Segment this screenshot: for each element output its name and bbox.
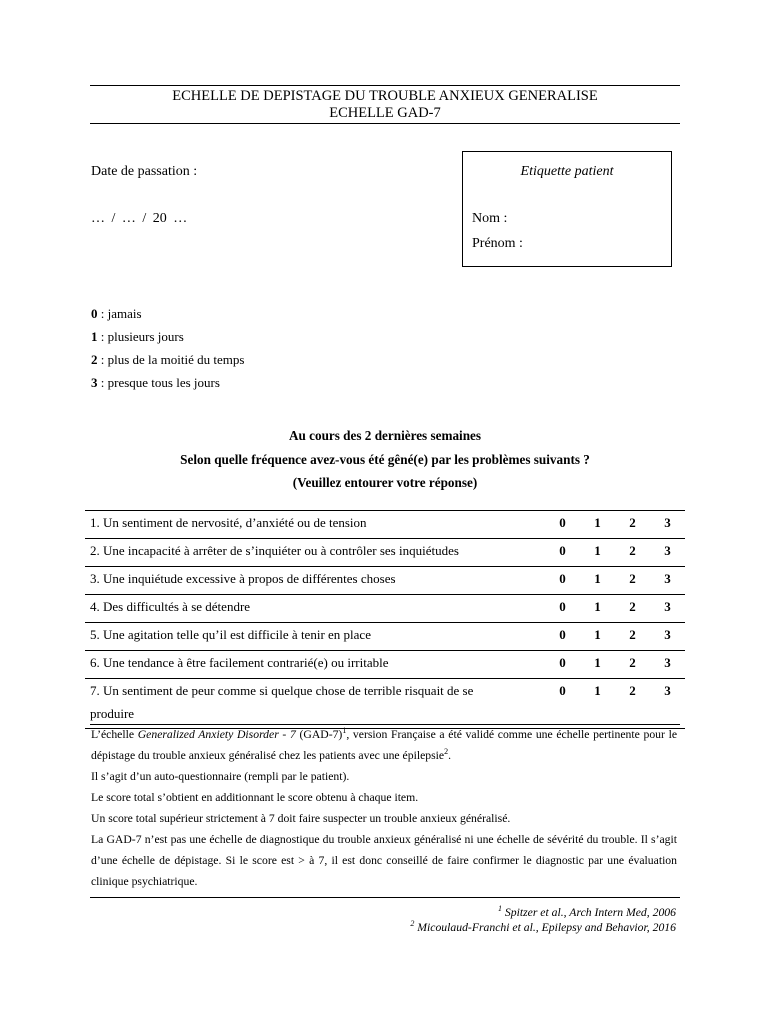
legend-code: 0 xyxy=(91,306,98,321)
score-option-3[interactable]: 3 xyxy=(650,651,685,679)
item-label xyxy=(85,623,545,651)
patient-label-title: Etiquette patient xyxy=(520,164,614,179)
reference-number: 2 xyxy=(410,919,415,929)
notes-block xyxy=(91,724,677,892)
gad7-items-table xyxy=(85,510,685,729)
score-option-2[interactable]: 2 xyxy=(615,679,650,729)
legend-item-2 xyxy=(91,352,244,368)
table-row xyxy=(85,651,685,679)
reference-1 xyxy=(498,906,676,920)
item-label xyxy=(85,595,545,623)
score-option-1[interactable]: 1 xyxy=(580,539,615,567)
score-option-0[interactable]: 0 xyxy=(545,623,580,651)
score-option-2[interactable]: 2 xyxy=(615,539,650,567)
score-option-1[interactable]: 1 xyxy=(580,511,615,539)
score-option-2[interactable]: 2 xyxy=(615,511,650,539)
reference-text: Spitzer et al., Arch Intern Med, 2006 xyxy=(502,906,676,919)
title-top-rule xyxy=(90,85,680,86)
score-option-2[interactable]: 2 xyxy=(615,651,650,679)
reference-text: Micoulaud-Franchi et al., Epilepsy and Behavior, 2016 xyxy=(414,921,676,934)
score-option-1[interactable]: 1 xyxy=(580,651,615,679)
reference-number: 1 xyxy=(498,904,502,914)
score-option-0[interactable]: 0 xyxy=(545,511,580,539)
item-label-text: 2. Une incapacité à arrêter de s’inquiéter ou à contrôler ses inquiétudes xyxy=(90,543,459,558)
patient-prenom-field[interactable]: Prénom : xyxy=(472,236,523,251)
reference-2 xyxy=(410,921,676,935)
score-option-0[interactable]: 0 xyxy=(545,567,580,595)
score-option-3[interactable]: 3 xyxy=(650,511,685,539)
legend-code: 3 xyxy=(91,375,98,390)
table-row xyxy=(85,567,685,595)
note-text: (GAD-7) xyxy=(295,728,343,741)
item-label xyxy=(85,511,545,539)
page-subtitle: ECHELLE GAD-7 xyxy=(329,105,441,121)
note-text: , version Française a été validé comme une échelle pertinente pour le dépistage du trouble anxieux généralisé chez les patients avec une épilepsie xyxy=(91,728,678,762)
legend-text: : presque tous les jours xyxy=(97,375,220,390)
table-row xyxy=(85,511,685,539)
score-option-3[interactable]: 3 xyxy=(650,623,685,651)
patient-label-box xyxy=(462,151,672,267)
scale-name: Generalized Anxiety Disorder - 7 xyxy=(137,728,296,741)
score-option-2[interactable]: 2 xyxy=(615,595,650,623)
legend-code: 1 xyxy=(91,329,98,344)
note-paragraph-5: La GAD-7 n’est pas une échelle de diagnostique du trouble anxieux généralisé ni une échelle de sévérité du trouble. Il s’agit d’une échelle de dépistage. Si le score est > à 7, il est donc conseillé de faire confirmer le diagnostic par une évaluation clinique psychiatrique. xyxy=(91,833,677,888)
legend-item-3 xyxy=(91,375,220,391)
legend-text: : jamais xyxy=(97,306,142,321)
score-option-3[interactable]: 3 xyxy=(650,595,685,623)
item-label xyxy=(85,651,545,679)
item-label xyxy=(85,679,545,729)
legend-text: : plus de la moitié du temps xyxy=(97,352,245,367)
legend-item-0 xyxy=(91,306,142,322)
page-title: ECHELLE DE DEPISTAGE DU TROUBLE ANXIEUX GENERALISE xyxy=(172,88,598,104)
score-option-1[interactable]: 1 xyxy=(580,567,615,595)
patient-nom-field[interactable]: Nom : xyxy=(472,211,508,226)
legend-text: : plusieurs jours xyxy=(97,329,184,344)
score-option-3[interactable]: 3 xyxy=(650,679,685,729)
item-label-text: 4. Des difficultés à se détendre xyxy=(90,599,251,614)
note-text: L’échelle xyxy=(91,728,138,741)
question-line-3: (Veuillez entourer votre réponse) xyxy=(292,475,478,490)
footnote-marker: 1 xyxy=(342,726,347,736)
score-option-1[interactable]: 1 xyxy=(580,623,615,651)
table-row xyxy=(85,539,685,567)
score-option-1[interactable]: 1 xyxy=(580,595,615,623)
score-option-0[interactable]: 0 xyxy=(545,595,580,623)
note-paragraph-4: Un score total supérieur strictement à 7 doit faire suspecter un trouble anxieux généralisé. xyxy=(91,812,511,825)
note-text: . xyxy=(448,749,452,762)
note-paragraph-2: Il s’agit d’un auto-questionnaire (rempli par le patient). xyxy=(91,770,350,783)
score-option-2[interactable]: 2 xyxy=(615,567,650,595)
question-line-1: Au cours des 2 dernières semaines xyxy=(288,428,482,443)
title-bottom-rule xyxy=(90,123,680,124)
score-option-0[interactable]: 0 xyxy=(545,651,580,679)
score-option-3[interactable]: 3 xyxy=(650,539,685,567)
question-line-2: Selon quelle fréquence avez-vous été gêné(e) par les problèmes suivants ? xyxy=(180,452,590,467)
score-option-0[interactable]: 0 xyxy=(545,539,580,567)
score-option-1[interactable]: 1 xyxy=(580,679,615,729)
score-option-3[interactable]: 3 xyxy=(650,567,685,595)
note-paragraph-3: Le score total s’obtient en additionnant le score obtenu à chaque item. xyxy=(91,791,419,804)
legend-code: 2 xyxy=(91,352,98,367)
item-label xyxy=(85,539,545,567)
item-label-text: 5. Une agitation telle qu’il est difficile à tenir en place xyxy=(90,627,371,642)
footnote-marker: 2 xyxy=(444,747,449,757)
item-label-text: 3. Une inquiétude excessive à propos de différentes choses xyxy=(90,571,396,586)
item-label xyxy=(85,567,545,595)
item-label-text: 6. Une tendance à être facilement contrarié(e) ou irritable xyxy=(90,655,389,670)
date-field[interactable]: … / … / 20 … xyxy=(91,211,188,226)
item-label-text: 1. Un sentiment de nervosité, d’anxiété ou de tension xyxy=(90,515,367,530)
table-row xyxy=(85,679,685,729)
note-paragraph-1 xyxy=(91,724,677,766)
item-label-text: 7. Un sentiment de peur comme si quelque chose de terrible risquait de se xyxy=(90,683,474,698)
table-row xyxy=(85,623,685,651)
score-option-0[interactable]: 0 xyxy=(545,679,580,729)
score-option-2[interactable]: 2 xyxy=(615,623,650,651)
table-row xyxy=(85,595,685,623)
item-label-text-cont: produire xyxy=(90,706,135,721)
notes-bottom-rule xyxy=(90,897,680,898)
date-label: Date de passation : xyxy=(91,164,198,179)
legend-item-1 xyxy=(91,329,184,345)
